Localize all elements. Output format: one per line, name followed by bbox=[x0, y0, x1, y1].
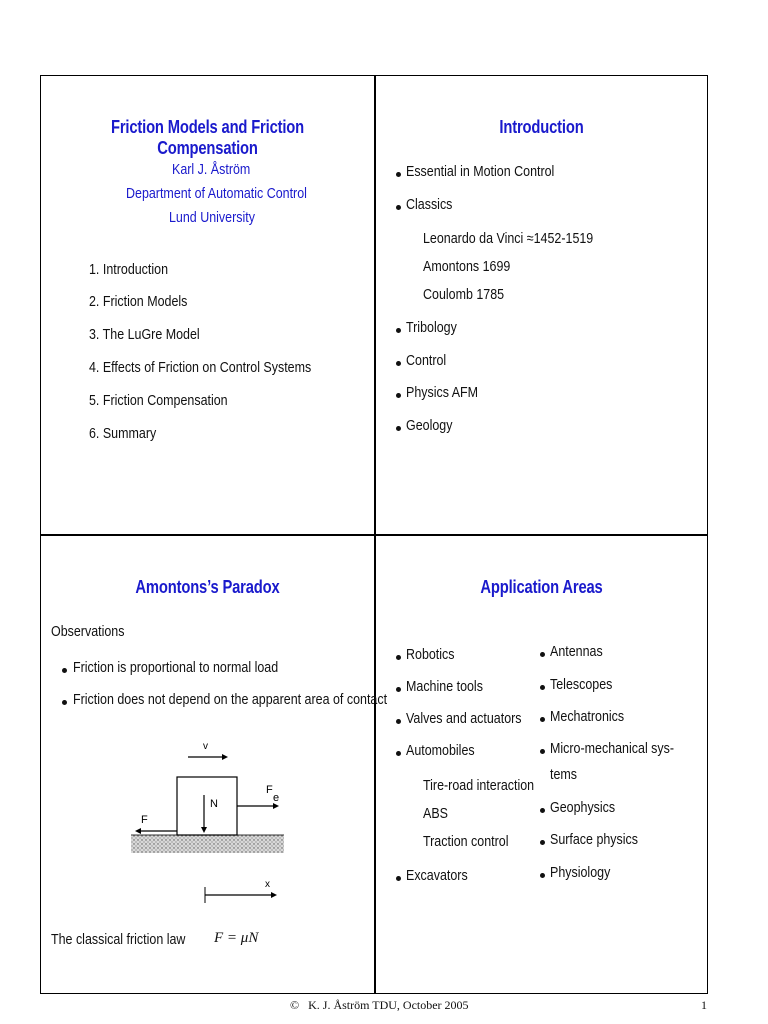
bullet-text: Geophysics bbox=[550, 800, 616, 816]
automobile-sub-item: Tire-road interaction bbox=[423, 778, 535, 794]
sliding-block bbox=[177, 777, 237, 835]
bullet-dot bbox=[396, 655, 401, 660]
bullet-text: Tribology bbox=[406, 320, 457, 336]
bullet-dot bbox=[540, 749, 545, 754]
normal-force-label: N bbox=[210, 798, 218, 810]
bullet-dot bbox=[396, 687, 401, 692]
slide-title bbox=[41, 76, 374, 534]
page-footer bbox=[0, 997, 768, 1017]
bullet-dot bbox=[396, 751, 401, 756]
observations-label: Observations bbox=[51, 624, 125, 640]
classic-item: Coulomb 1785 bbox=[423, 287, 505, 303]
bullet-dot bbox=[540, 840, 545, 845]
bullet-text: Classics bbox=[406, 197, 453, 213]
bullet-dot bbox=[62, 700, 67, 705]
external-force-label: F bbox=[266, 784, 273, 796]
slide-application-areas bbox=[376, 536, 707, 993]
classic-item: Amontons 1699 bbox=[423, 259, 511, 275]
automobile-sub-item: ABS bbox=[423, 806, 448, 822]
friction-force-label: F bbox=[141, 814, 148, 826]
velocity-label: v bbox=[203, 741, 208, 752]
outline-item: 3. The LuGre Model bbox=[89, 327, 200, 343]
bullet-dot bbox=[396, 361, 401, 366]
bullet-text: Robotics bbox=[406, 647, 455, 663]
outline-item: 1. Introduction bbox=[89, 262, 169, 278]
copyright-symbol: © bbox=[290, 998, 300, 1012]
bullet-text: Mechatronics bbox=[550, 709, 625, 725]
bullet-dot bbox=[396, 426, 401, 431]
outline-item: 5. Friction Compensation bbox=[89, 393, 228, 409]
bullet-text: Valves and actuators bbox=[406, 711, 522, 727]
friction-law-text: The classical friction law bbox=[51, 932, 186, 948]
bullet-text: Micro-mechanical sys- bbox=[550, 741, 675, 757]
footer-text: K. J. Åström TDU, October 2005 bbox=[308, 998, 469, 1012]
bullet-dot bbox=[396, 876, 401, 881]
bullet-text: Friction is proportional to normal load bbox=[73, 660, 279, 676]
bullet-dot bbox=[396, 172, 401, 177]
bullet-text: Physiology bbox=[550, 865, 611, 881]
bullet-dot bbox=[540, 685, 545, 690]
outline-item: 2. Friction Models bbox=[89, 294, 188, 310]
page-number: 1 bbox=[701, 998, 707, 1012]
slide3-title: Amontons’s Paradox bbox=[135, 577, 280, 597]
footer-credit bbox=[290, 998, 469, 1013]
bullet-text: Geology bbox=[406, 418, 453, 434]
external-force-subscript: e bbox=[273, 792, 280, 804]
bullet-text: Machine tools bbox=[406, 679, 483, 695]
bullet-text: Automobiles bbox=[406, 743, 475, 759]
department: Department of Automatic Control bbox=[126, 186, 307, 202]
outline-item: 4. Effects of Friction on Control Systems bbox=[89, 360, 312, 376]
classic-item: Leonardo da Vinci ≈1452-1519 bbox=[423, 231, 594, 247]
bullet-dot bbox=[62, 668, 67, 673]
bullet-dot bbox=[540, 652, 545, 657]
slide4-title: Application Areas bbox=[480, 577, 603, 597]
slide2-title: Introduction bbox=[499, 117, 584, 137]
friction-diagram bbox=[121, 731, 301, 921]
author-name: Karl J. Åström bbox=[172, 162, 251, 178]
bullet-dot bbox=[540, 808, 545, 813]
slide-introduction bbox=[376, 76, 707, 534]
bullet-text: Antennas bbox=[550, 644, 603, 660]
university: Lund University bbox=[169, 210, 255, 226]
bullet-text: Friction does not depend on the apparent area of contact bbox=[73, 692, 388, 708]
bullet-dot bbox=[396, 205, 401, 210]
position-label: x bbox=[265, 879, 270, 890]
bullet-dot bbox=[540, 873, 545, 878]
slide1-title: Friction Models and Friction Compensation bbox=[110, 117, 305, 158]
bullet-text: Telescopes bbox=[550, 677, 613, 693]
bullet-dot bbox=[540, 717, 545, 722]
slide-amontons-paradox bbox=[41, 536, 388, 993]
bullet-text: Physics AFM bbox=[406, 385, 479, 401]
outline-item: 6. Summary bbox=[89, 426, 157, 442]
bullet-dot bbox=[396, 393, 401, 398]
bullet-text: Excavators bbox=[406, 868, 468, 884]
bullet-text-wrap: tems bbox=[550, 767, 578, 783]
bullet-dot bbox=[396, 719, 401, 724]
ground-surface bbox=[131, 835, 284, 853]
automobile-sub-item: Traction control bbox=[423, 834, 509, 850]
bullet-text: Control bbox=[406, 353, 447, 369]
friction-law-formula: F = μN bbox=[214, 930, 259, 946]
bullet-text: Essential in Motion Control bbox=[406, 164, 555, 180]
bullet-text: Surface physics bbox=[550, 832, 639, 848]
bullet-dot bbox=[396, 328, 401, 333]
